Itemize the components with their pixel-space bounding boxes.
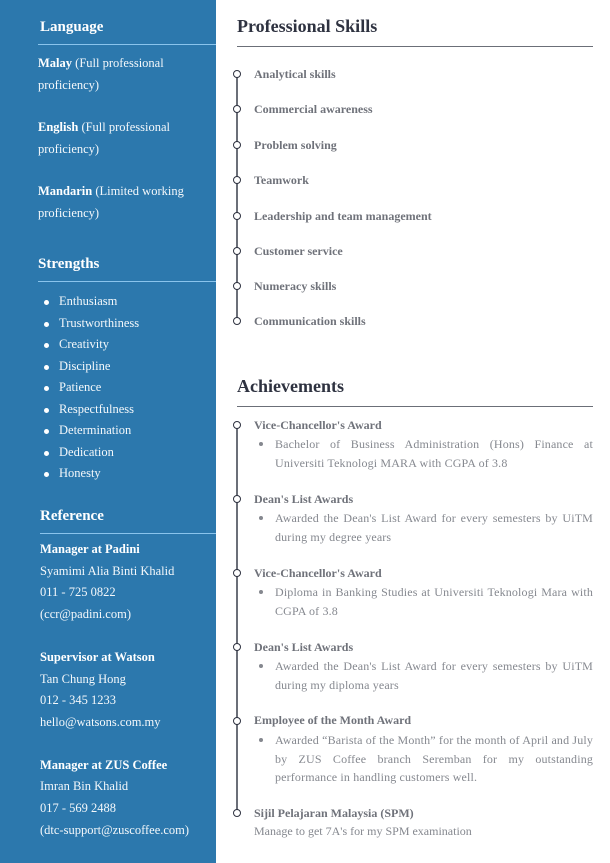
strength-item: Determination: [44, 420, 216, 442]
strengths-heading: Strengths: [38, 256, 216, 282]
achievement-desc: Bachelor of Business Administration (Hons) Finance at Universiti Teknologi MARA with CGPA of 3.8: [275, 435, 593, 472]
reference-title: Manager at ZUS Coffee: [40, 757, 168, 772]
reference-title: Manager at Padini: [40, 542, 140, 556]
timeline-dot-icon: [233, 247, 241, 255]
skill-item: Problem solving: [254, 138, 337, 152]
timeline-dot-icon: [233, 176, 241, 184]
bullet-icon: [259, 664, 263, 668]
timeline-dot-icon: [233, 643, 241, 651]
achievement-desc: Awarded the Dean's List Award for every semesters by UiTM during my diploma years: [275, 657, 593, 694]
timeline-dot-icon: [233, 70, 241, 78]
main-content: [216, 0, 610, 863]
achievement-desc: Manage to get 7A's for my SPM examination: [254, 824, 472, 838]
reference-phone: 011 - 725 0822: [40, 585, 116, 600]
reference-email: (dtc-support@zuscoffee.com): [40, 822, 190, 837]
language-section: [0, 19, 216, 224]
reference-email: hello@watsons.com.my: [40, 714, 161, 729]
timeline-dot-icon: [233, 282, 241, 290]
sidebar: [0, 0, 216, 863]
language-level-cont: proficiency): [38, 206, 100, 220]
achievement-title: Vice-Chancellor's Award: [254, 566, 382, 580]
skill-item: Teamwork: [254, 173, 309, 187]
reference-section: [0, 508, 216, 841]
timeline-dot-icon: [233, 717, 241, 725]
reference-title: Supervisor at Watson: [40, 649, 155, 664]
timeline-dot-icon: [233, 809, 241, 817]
language-name: Malay: [38, 56, 73, 70]
strength-item: Patience: [44, 377, 216, 399]
bullet-icon: [259, 516, 263, 520]
timeline-dot-icon: [233, 105, 241, 113]
language-item: [38, 52, 216, 96]
timeline-dot-icon: [233, 141, 241, 149]
language-level: (Full professional: [75, 56, 164, 70]
strength-item: Trustworthiness: [44, 313, 216, 335]
skill-item: Communication skills: [254, 314, 366, 328]
achievement-title: Sijil Pelajaran Malaysia (SPM): [254, 806, 414, 820]
strength-item: Honesty: [44, 463, 216, 485]
skill-item: Numeracy skills: [254, 279, 337, 293]
reference-name: Syamimi Alia Binti Khalid: [40, 563, 175, 578]
reference-heading: Reference: [40, 508, 216, 534]
language-level: (Limited working: [95, 184, 184, 198]
language-heading: Language: [38, 19, 216, 45]
timeline-dot-icon: [233, 212, 241, 220]
reference-phone: 017 - 569 2488: [40, 801, 117, 816]
strengths-section: [0, 256, 216, 485]
strength-item: Respectfulness: [44, 399, 216, 421]
achievement-title: Employee of the Month Award: [254, 713, 412, 727]
timeline-dot-icon: [233, 317, 241, 325]
strength-item: Discipline: [44, 356, 216, 378]
bullet-icon: [259, 738, 263, 742]
language-name: Mandarin: [38, 184, 93, 198]
timeline-dot-icon: [233, 421, 241, 429]
achievement-title: Dean's List Awards: [254, 492, 354, 506]
reference-name: Imran Bin Khalid: [40, 779, 129, 794]
reference-item: [40, 539, 216, 626]
achievement-title: Vice-Chancellor's Award: [254, 418, 382, 432]
achievement-desc: Awarded the Dean's List Award for every semesters by UiTM during my degree years: [275, 509, 593, 546]
reference-phone: 012 - 345 1233: [40, 693, 117, 708]
language-item: [38, 180, 216, 224]
skill-item: Commercial awareness: [254, 102, 373, 116]
skill-item: Leadership and team management: [254, 209, 432, 223]
reference-item: [40, 755, 216, 842]
reference-email: (ccr@padini.com): [40, 607, 131, 622]
timeline-dot-icon: [233, 495, 241, 503]
bullet-icon: [259, 590, 263, 594]
skills-heading: Professional Skills: [237, 16, 593, 47]
skill-item: Analytical skills: [254, 67, 336, 81]
strengths-list: [44, 291, 216, 485]
language-name: English: [38, 120, 79, 134]
language-level-cont: proficiency): [38, 142, 100, 156]
language-level: (Full professional: [81, 120, 170, 134]
language-item: [38, 116, 216, 160]
strength-item: Creativity: [44, 334, 216, 356]
achievements-heading: Achievements: [237, 376, 593, 407]
bullet-icon: [259, 442, 263, 446]
reference-item: [40, 647, 216, 734]
strength-item: Dedication: [44, 442, 216, 464]
achievement-desc: Diploma in Banking Studies at Universiti Teknologi Mara with CGPA of 3.8: [275, 583, 593, 620]
achievement-title: Dean's List Awards: [254, 640, 354, 654]
reference-name: Tan Chung Hong: [40, 671, 126, 686]
language-level-cont: proficiency): [38, 78, 100, 92]
skill-item: Customer service: [254, 244, 343, 258]
strength-item: Enthusiasm: [44, 291, 216, 313]
timeline-line: [236, 426, 238, 812]
timeline-dot-icon: [233, 569, 241, 577]
achievement-desc: Awarded “Barista of the Month” for the month of April and July by ZUS Coffee branch Seremban for my outstanding performance in handling customers well.: [275, 731, 593, 787]
